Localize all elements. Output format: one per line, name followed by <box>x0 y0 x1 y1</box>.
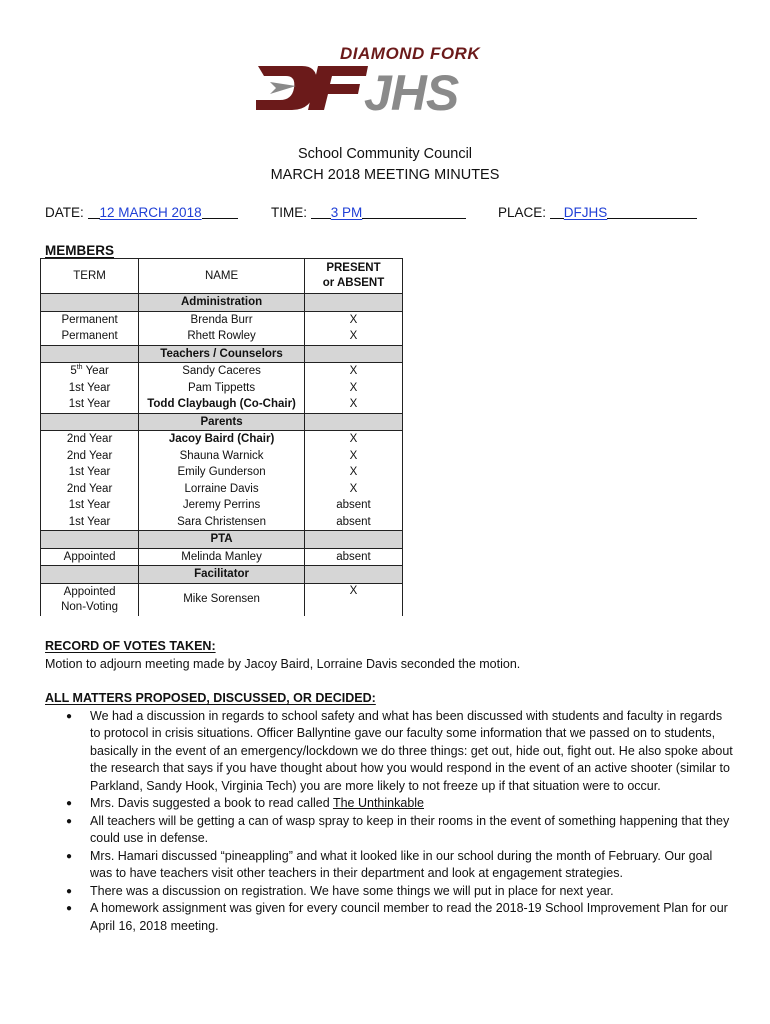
votes-section <box>45 638 735 673</box>
term-cell <box>41 396 139 413</box>
section-title: PTA <box>139 531 305 549</box>
term-value: 2nd Year <box>66 482 113 495</box>
term-line1: Appointed <box>63 585 116 598</box>
member-name: Lorraine Davis <box>139 481 305 498</box>
document-title: School Community Council <box>297 146 473 162</box>
member-name: Emily Gunderson <box>139 464 305 481</box>
date-field <box>45 205 238 220</box>
term-value: Permanent <box>61 313 118 326</box>
term-value: 2nd Year <box>66 433 113 445</box>
term-cell <box>41 514 139 531</box>
date-value: 12 MARCH 2018 <box>99 205 202 220</box>
table-row <box>41 328 403 345</box>
attendance-status: absent <box>304 548 402 566</box>
term-value: 1st Year <box>68 499 111 511</box>
term-cell <box>41 548 139 566</box>
section-status-cell <box>304 345 402 363</box>
attendance-status: absent <box>304 514 402 531</box>
present-header-line1: PRESENT <box>326 262 381 274</box>
member-name: Todd Claybaugh (Co-Chair) <box>139 396 305 413</box>
table-row <box>41 431 403 448</box>
date-label: DATE: <box>45 205 84 220</box>
section-row <box>41 345 403 363</box>
list-item: ● We had a discussion in regards to school safety and what has been discussed with students and faculty in regards to protocol in crisis situations. Officer Ballyntine gave our faculty some information that we passed on to students, basically in the event of an emergency/lockdown we do three things: get out, hide out, fight out. He also spoke about the research that says if you have thought about how you would respond in the event of an active shooter (similar to Parkland, Sandy Hook, Virginia Tech) you are more likely to not freeze up if that situation were to occur. <box>90 708 735 796</box>
term-cell <box>41 481 139 498</box>
table-row <box>41 380 403 397</box>
attendance-status: X <box>304 448 402 465</box>
book-title: The Unthinkable <box>332 796 424 810</box>
attendance-status: X <box>304 396 402 413</box>
term-line2: Non-Voting <box>61 600 119 613</box>
document-subtitle: MARCH 2018 MEETING MINUTES <box>270 167 500 183</box>
term-cell <box>41 497 139 514</box>
matters-list <box>45 708 735 936</box>
term-value: Permanent <box>61 330 118 342</box>
attendance-status: X <box>304 431 402 448</box>
place-field <box>498 205 697 220</box>
votes-text: Motion to adjourn meeting made by Jacoy Baird, Lorraine Davis seconded the motion. <box>45 656 521 671</box>
term-value: 1st Year <box>68 515 111 528</box>
present-header <box>304 259 402 294</box>
section-title: Parents <box>139 413 305 431</box>
present-header-line2: or ABSENT <box>322 277 385 289</box>
attendance-status: X <box>304 481 402 498</box>
section-term-cell <box>41 413 139 431</box>
section-term-cell <box>41 294 139 312</box>
term-value: 1st Year <box>68 466 111 478</box>
table-row <box>41 583 403 616</box>
table-row <box>41 548 403 566</box>
attendance-status: X <box>304 464 402 481</box>
member-name: Rhett Rowley <box>139 328 305 345</box>
member-name: Jeremy Perrins <box>139 497 305 514</box>
table-row <box>41 497 403 514</box>
members-table <box>40 258 403 616</box>
term-cell <box>41 380 139 397</box>
votes-heading: RECORD OF VOTES TAKEN: <box>45 639 216 653</box>
section-title: Facilitator <box>139 566 305 584</box>
section-status-cell <box>304 294 402 312</box>
section-row <box>41 566 403 584</box>
member-name: Pam Tippetts <box>139 380 305 397</box>
section-status-cell <box>304 531 402 549</box>
term-cell <box>41 363 139 380</box>
member-name: Mike Sorensen <box>139 583 305 616</box>
list-item: ● There was a discussion on registration. We have some things we will put in place for next year. <box>90 883 735 901</box>
table-row <box>41 514 403 531</box>
name-header: NAME <box>139 259 305 294</box>
place-value: DFJHS <box>563 205 608 220</box>
section-row <box>41 413 403 431</box>
section-term-cell <box>41 531 139 549</box>
table-row <box>41 448 403 465</box>
list-item <box>90 795 735 813</box>
attendance-status: X <box>304 583 402 616</box>
section-title: Teachers / Counselors <box>139 345 305 363</box>
member-name: Brenda Burr <box>139 311 305 328</box>
term-value: 1st Year <box>68 398 111 410</box>
section-row <box>41 294 403 312</box>
term-cell <box>41 464 139 481</box>
member-name: Sandy Caceres <box>139 363 305 380</box>
attendance-status: X <box>304 380 402 397</box>
table-row <box>41 311 403 328</box>
list-item: ● All teachers will be getting a can of wasp spray to keep in their rooms in the event of something happening that they could use in defense. <box>90 813 735 848</box>
school-logo <box>256 44 516 116</box>
time-value: 3 PM <box>330 205 363 220</box>
list-item: ● Mrs. Hamari discussed “pineappling” and what it looked like in our school during the month of February. Our goal was to have teachers visit other teachers in their department and look at engagement strategies. <box>90 848 735 883</box>
term-header: TERM <box>41 259 139 294</box>
section-title: Administration <box>139 294 305 312</box>
member-name: Shauna Warnick <box>139 448 305 465</box>
term-value: 1st Year <box>68 381 111 394</box>
term-cell <box>41 328 139 345</box>
table-row <box>41 363 403 380</box>
place-label: PLACE: <box>498 205 547 220</box>
term-cell <box>41 431 139 448</box>
term-value: Appointed <box>63 550 116 563</box>
term-cell <box>41 311 139 328</box>
list-item: ● A homework assignment was given for every council member to read the 2018-19 School Improvement Plan for our April 16, 2018 meeting. <box>90 900 735 935</box>
member-name: Sara Christensen <box>139 514 305 531</box>
member-name: Jacoy Baird (Chair) <box>139 431 305 448</box>
term-suffix: th <box>76 364 83 372</box>
attendance-status: absent <box>304 497 402 514</box>
table-row <box>41 396 403 413</box>
svg-text:JHS: JHS <box>364 65 459 116</box>
matters-heading: ALL MATTERS PROPOSED, DISCUSSED, OR DECIDED: <box>45 691 376 705</box>
table-row <box>41 481 403 498</box>
section-row <box>41 531 403 549</box>
table-header-row <box>41 259 403 294</box>
table-row <box>41 464 403 481</box>
section-term-cell <box>41 345 139 363</box>
term-value: 2nd Year <box>66 449 113 462</box>
matters-section <box>45 690 735 935</box>
section-term-cell <box>41 566 139 584</box>
attendance-status: X <box>304 311 402 328</box>
svg-text:DIAMOND FORK: DIAMOND FORK <box>340 44 481 63</box>
attendance-status: X <box>304 328 402 345</box>
time-label: TIME: <box>271 205 307 220</box>
section-status-cell <box>304 566 402 584</box>
term-cell <box>41 583 139 616</box>
section-status-cell <box>304 413 402 431</box>
time-field <box>271 205 466 220</box>
term-rest: Year <box>82 365 109 377</box>
list-item-text: Mrs. Davis suggested a book to read called <box>90 796 333 810</box>
member-name: Melinda Manley <box>139 548 305 566</box>
attendance-status: X <box>304 363 402 380</box>
term-number: 5 <box>70 365 77 377</box>
members-heading: MEMBERS <box>45 243 115 258</box>
term-cell <box>41 448 139 465</box>
